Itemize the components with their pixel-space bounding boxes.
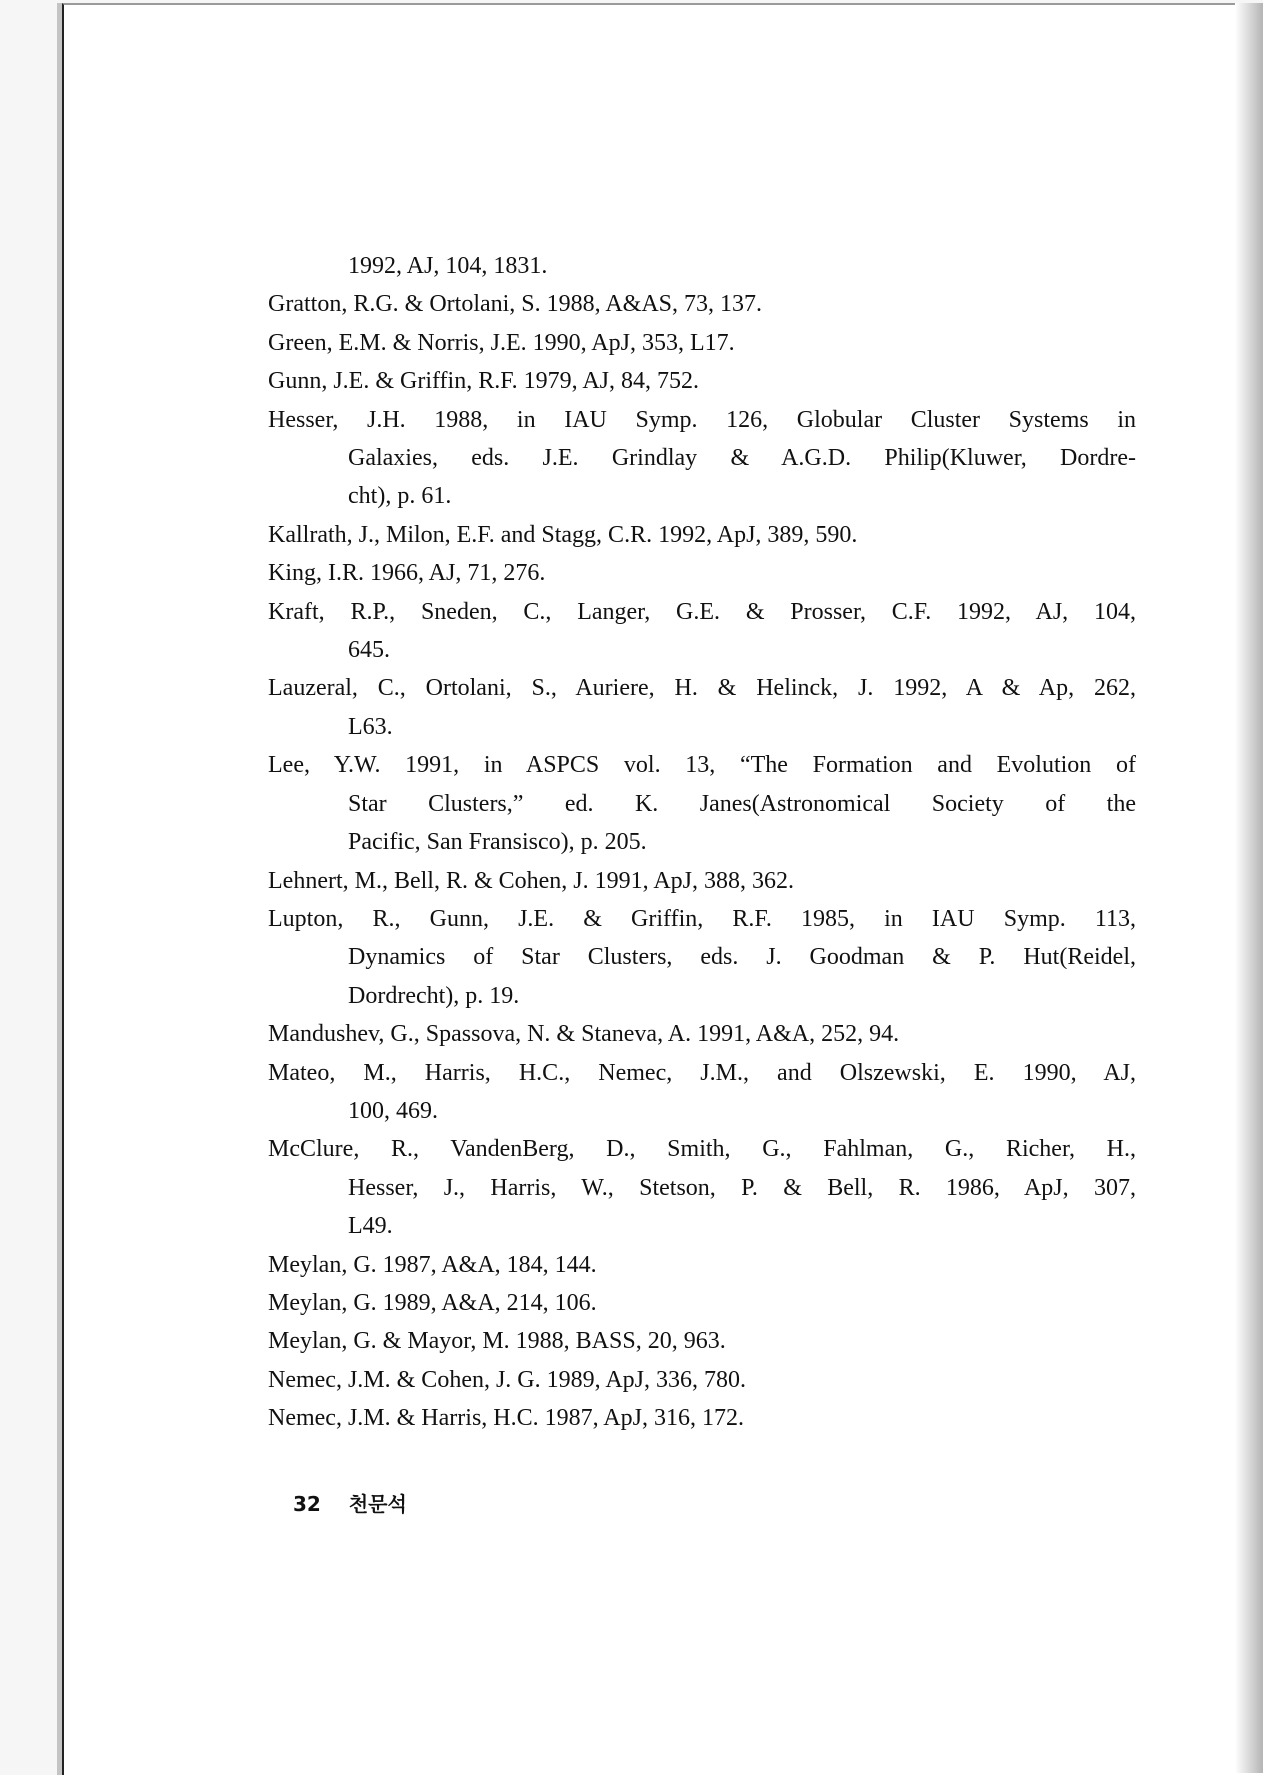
reference-entry [268, 324, 1136, 362]
page-footer [293, 1488, 435, 1517]
reference-line: Star Clusters,” ed. K. Janes(Astronomical Society of the [348, 790, 1136, 817]
reference-line: Hesser, J.H. 1988, in IAU Symp. 126, Globular Cluster Systems in [268, 406, 1136, 433]
reference-line: Kallrath, J., Milon, E.F. and Stagg, C.R. 1992, ApJ, 389, 590. [268, 521, 858, 548]
reference-entry [268, 1130, 1136, 1245]
reference-line: Green, E.M. & Norris, J.E. 1990, ApJ, 353, L17. [268, 329, 735, 356]
reference-entry [268, 554, 1136, 592]
reference-line: Meylan, G. 1989, A&A, 214, 106. [268, 1289, 597, 1316]
reference-line: Galaxies, eds. J.E. Grindlay & A.G.D. Philip(Kluwer, Dordre- [348, 445, 1136, 472]
reference-entry [268, 516, 1136, 554]
reference-entry [268, 362, 1136, 400]
reference-line: Mandushev, G., Spassova, N. & Staneva, A. 1991, A&A, 252, 94. [268, 1021, 900, 1048]
reference-line: Mateo, M., Harris, H.C., Nemec, J.M., and Olszewski, E. 1990, AJ, [268, 1059, 1136, 1086]
reference-entry [268, 285, 1136, 323]
reference-line: Gratton, R.G. & Ortolani, S. 1988, A&AS, 73, 137. [268, 291, 763, 318]
reference-line: Nemec, J.M. & Harris, H.C. 1987, ApJ, 316, 172. [268, 1405, 744, 1432]
reference-entry [268, 247, 1136, 285]
reference-line: Gunn, J.E. & Griffin, R.F. 1979, AJ, 84, 752. [268, 368, 699, 395]
reference-line: Dynamics of Star Clusters, eds. J. Goodman & P. Hut(Reidel, [348, 944, 1136, 971]
reference-line: Pacific, San Fransisco), p. 205. [348, 829, 647, 856]
reference-entry [268, 746, 1136, 861]
reference-entry [268, 1399, 1136, 1437]
reference-entry [268, 401, 1136, 516]
reference-entry [268, 1322, 1136, 1360]
reference-line: Hesser, J., Harris, W., Stetson, P. & Bell, R. 1986, ApJ, 307, [348, 1174, 1136, 1201]
reference-line: Nemec, J.M. & Cohen, J. G. 1989, ApJ, 336, 780. [268, 1366, 746, 1393]
reference-line: Lupton, R., Gunn, J.E. & Griffin, R.F. 1985, in IAU Symp. 113, [268, 905, 1136, 932]
reference-line: 645. [348, 637, 390, 664]
reference-line: Lehnert, M., Bell, R. & Cohen, J. 1991, ApJ, 388, 362. [268, 867, 794, 894]
reference-line: 100, 469. [348, 1097, 438, 1124]
reference-line: Dordrecht), p. 19. [348, 982, 520, 1009]
reference-entry [268, 900, 1136, 1015]
reference-line: L49. [348, 1213, 393, 1240]
reference-entry [268, 593, 1136, 670]
reference-line: Lee, Y.W. 1991, in ASPCS vol. 13, “The Formation and Evolution of [268, 752, 1136, 779]
reference-line: 1992, AJ, 104, 1831. [348, 253, 548, 279]
reference-entry [268, 1361, 1136, 1399]
page-number: 32 [293, 1492, 321, 1516]
reference-entry [268, 1284, 1136, 1322]
reference-list [268, 247, 1136, 1438]
reference-entry [268, 1054, 1136, 1131]
reference-entry [268, 1015, 1136, 1053]
reference-line: Meylan, G. & Mayor, M. 1988, BASS, 20, 963. [268, 1328, 726, 1355]
reference-entry [268, 669, 1136, 746]
reference-line: Lauzeral, C., Ortolani, S., Auriere, H. & Helinck, J. 1992, A & Ap, 262, [268, 675, 1136, 702]
reference-line: McClure, R., VandenBerg, D., Smith, G., Fahlman, G., Richer, H., [268, 1136, 1136, 1163]
reference-entry [268, 862, 1136, 900]
reference-line: cht), p. 61. [348, 483, 452, 510]
reference-line: King, I.R. 1966, AJ, 71, 276. [268, 560, 546, 587]
reference-line: L63. [348, 713, 393, 740]
reference-entry [268, 1246, 1136, 1284]
journal-name: 천문석 [348, 1492, 407, 1516]
page-edge-shadow [1235, 3, 1263, 1773]
reference-line: Kraft, R.P., Sneden, C., Langer, G.E. & Prosser, C.F. 1992, AJ, 104, [268, 598, 1136, 625]
reference-line: Meylan, G. 1987, A&A, 184, 144. [268, 1251, 597, 1278]
